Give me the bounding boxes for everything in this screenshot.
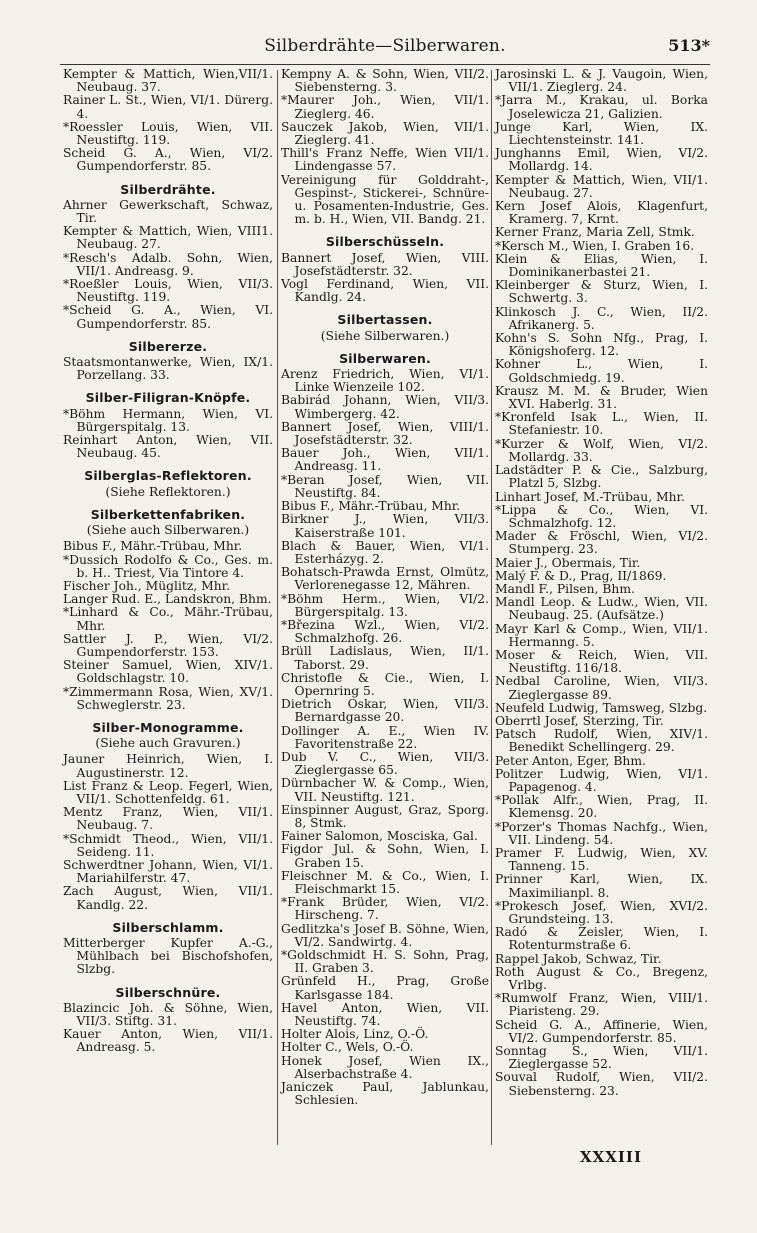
directory-entry: *Goldschmidt H. S. Sohn, Prag, II. Graben 3. [281,948,489,976]
directory-entry: *Böhm Herm., Wien, VI/2. Bürgerspitalg. 13. [281,591,489,619]
directory-entry: Thill's Franz Neffe, Wien VII/1. Lindengasse 57. [281,146,489,174]
directory-entry: *Jarra M., Krakau, ul. Borka Joselewicza 21, Galizien. [495,93,708,121]
directory-entry: Vogl Ferdinand, Wien, VII. Kandlg. 24. [281,277,489,305]
section-heading: Silberschnüre. [115,984,221,1000]
directory-entry: Rappel Jakob, Schwaz, Tir. [495,951,662,966]
directory-entry: Kleinberger & Sturz, Wien, I. Schwertg. 3. [495,278,708,306]
directory-entry: Mayr Karl & Comp., Wien, VII/1. Hermanng. 5. [495,621,708,649]
directory-entry: Jauner Heinrich, Wien, I. Augustinerstr. 12. [63,752,273,780]
directory-entry: *Resch's Adalb. Sohn, Wien, VII/1. Andreasg. 9. [63,250,273,278]
section-heading: Silbererze. [128,338,208,354]
directory-entry: Reinhart Anton, Wien, VII. Neubaug. 45. [63,433,273,461]
directory-entry: Peter Anton, Eger, Bhm. [495,753,646,768]
directory-entry: Kohner L., Wien, I. Goldschmiedg. 19. [495,357,708,385]
directory-entry: *Pollak Alfr., Wien, Prag, II. Klemensg. 20. [495,793,708,821]
header-rule [60,64,710,65]
directory-entry: Blazincic Joh. & Söhne, Wien, VII/3. Stiftg. 31. [63,1000,273,1028]
directory-entry: List Franz & Leop. Fegerl, Wien, VII/1. Schottenfeldg. 61. [63,778,273,806]
directory-entry: Honek Josef, Wien IX., Alserbachstraße 4. [281,1053,489,1081]
directory-entry: Nedbal Caroline, Wien, VII/3. Zieglergasse 89. [495,674,708,702]
directory-entry: Christofle & Cie., Wien, I. Opernring 5. [281,670,489,698]
directory-entry: *Dussich Rodolfo & Co., Ges. m. b. H.. Triest, Via Tintore 4. [63,552,273,580]
directory-entry: Mader & Fröschl, Wien, VI/2. Stumperg. 23. [495,529,708,557]
directory-entry: Dub V. C., Wien, VII/3. Zieglergasse 65. [281,749,489,778]
cross-reference-note: (Siehe auch Gravuren.) [95,736,241,751]
directory-entry: Figdor Jul. & Sohn, Wien, I. Graben 15. [281,842,489,870]
directory-column-1 [63,68,273,1055]
directory-entry: Kohn's S. Sohn Nfg., Prag, I. Königshoferg. 12. [495,331,708,359]
directory-entry: Scheid G. A., Affinerie, Wien, VI/2. Gumpendorferstr. 85. [495,1017,708,1045]
directory-entry: Havel Anton, Wien, VII. Neustiftg. 74. [281,1000,489,1029]
column-divider-2 [491,70,492,1145]
directory-entry: Bibus F., Mähr.-Trübau, Mhr. [63,539,243,554]
directory-entry: Langer Rud. E., Landskron, Bhm. [63,592,272,607]
directory-entry: Politzer Ludwig, Wien, VI/1. Papagenog. 4. [495,766,708,794]
directory-entry: Roth August & Co., Bregenz, Vrlbg. [495,964,708,993]
directory-entry: Radó & Zeisler, Wien, I. Rotenturmstraße 6. [495,925,708,953]
directory-entry: *Scheid G. A., Wien, VI. Gumpendorferstr. 85. [63,303,273,331]
directory-entry: *Prokesch Josef, Wien, XVI/2. Grundsteing. 13. [495,898,708,926]
directory-entry: Ladstädter P. & Cie., Salzburg, Platzl 5, Slzbg. [495,463,708,491]
directory-entry: *Roessler Louis, Wien, VII. Neustiftg. 119. [63,119,273,148]
directory-entry: Kempny A. & Sohn, Wien, VII/2. Siebensterng. 3. [281,67,489,95]
section-heading: Silberkettenfabriken. [90,506,246,522]
directory-entry: Mandl F., Pilsen, Bhm. [495,581,635,596]
directory-entry: Holter Alois, Linz, O.-Ö. [281,1027,429,1042]
directory-entry: Bannert Josef, Wien, VIII. Josefstädterstr. 32. [281,250,489,278]
directory-entry: Bibus F., Mähr.-Trübau, Mhr. [281,499,461,514]
directory-entry: Sonntag S., Wien, VII/1. Zieglergasse 52. [495,1044,708,1072]
page-header [60,36,710,60]
directory-entry: Dürnbacher W. & Comp., Wien, VII. Neustiftg. 121. [281,776,489,804]
section-heading: Silberdrähte. [120,181,216,197]
cross-reference-note: (Siehe auch Silberwaren.) [86,523,250,538]
directory-entry: Krausz M. M. & Bruder, Wien XVI. Haberlg. 31. [495,383,708,412]
directory-entry: Kempter & Mattich, Wien, VII/1. Neubaug. 27. [495,172,708,200]
directory-entry: Kauer Anton, Wien, VII/1. Andreasg. 5. [63,1027,273,1055]
directory-entry: Staatsmontanwerke, Wien, IX/1. Porzellang. 33. [63,355,273,383]
directory-entry: Schwerdtner Johann, Wien, VI/1. Mariahilferstr. 47. [63,857,273,886]
directory-entry: *Kurzer & Wolf, Wien, VI/2. Mollardg. 33. [495,436,708,464]
directory-entry: Bauer Joh., Wien, VII/1. Andreasg. 11. [281,446,489,474]
section-heading: Silber-Monogramme. [92,719,244,735]
directory-entry: *Schmidt Theod., Wien, VII/1. Seideng. 11. [63,831,273,859]
directory-entry: Bohatsch-Prawda Ernst, Olmütz, Verlorenegasse 12, Mähren. [281,565,489,593]
directory-entry: Arenz Friedrich, Wien, VI/1. Linke Wienzeile 102. [281,367,489,395]
directory-entry: Steiner Samuel, Wien, XIV/1. Goldschlagstr. 10. [63,658,273,686]
directory-entry: Mentz Franz, Wien, VII/1. Neubaug. 7. [63,805,273,833]
directory-entry: *Rumwolf Franz, Wien, VIII/1. Piaristeng. 29. [495,991,708,1019]
directory-entry: Dollinger A. E., Wien IV. Favoritenstraße 22. [281,723,489,751]
directory-entry: Ahrner Gewerkschaft, Schwaz, Tir. [63,197,273,226]
directory-entry: *Linhard & Co., Mähr.-Trübau, Mhr. [63,605,273,633]
directory-entry: *Porzer's Thomas Nachfg., Wien, VII. Lindeng. 54. [495,819,708,847]
page-number: 513* [668,36,710,55]
directory-entry: Kempter & Mattich, Wien, VIII1. Neubaug. 27. [63,224,273,252]
directory-entry: Moser & Reich, Wien, VII. Neustiftg. 116/18. [495,647,708,676]
directory-entry: *Kersch M., Wien, I. Graben 16. [495,238,695,253]
directory-entry: Neufeld Ludwig, Tamsweg, Slzbg. [495,700,708,715]
section-heading: Silber-Filigran-Knöpfe. [85,390,251,406]
directory-entry: Patsch Rudolf, Wien, XIV/1. Benedikt Schellingerg. 29. [495,727,708,755]
directory-entry: Holter C., Wels, O.-Ö. [281,1040,414,1055]
directory-entry: Fleischner M. & Co., Wien, I. Fleischmarkt 15. [281,868,489,896]
directory-entry: *Zimmermann Rosa, Wien, XV/1. Schweglerstr. 23. [63,684,273,712]
directory-entry: *Roeßler Louis, Wien, VII/3. Neustiftg. 119. [63,277,273,305]
directory-entry: Maier J., Obermais, Tir. [495,555,641,570]
running-title: Silberdrähte—Silberwaren. [264,36,506,56]
directory-entry: Babirád Johann, Wien, VII/3. Wimbergerg. 42. [281,393,489,421]
directory-entry: Rainer L. St., Wien, VI/1. Dürerg. 4. [63,93,273,121]
directory-entry: Janiczek Paul, Jablunkau, Schlesien. [281,1080,489,1108]
directory-entry: Gedlitzka's Josef B. Söhne, Wien, VI/2. Sandwirtg. 4. [281,921,489,949]
directory-entry: Fischer Joh., Müglitz, Mhr. [63,578,231,593]
directory-entry: Brüll Ladislaus, Wien, II/1. Taborst. 29. [281,644,489,672]
directory-entry: Klinkosch J. C., Wien, II/2. Afrikanerg. 5. [495,304,708,332]
directory-entry: Bannert Josef, Wien, VIII/1. Josefstädterstr. 32. [281,419,489,448]
directory-entry: Pramer F. Ludwig, Wien, XV. Tanneng. 15. [495,845,708,874]
directory-entry: *Kronfeld Isak L., Wien, II. Stefaniestr. 10. [495,410,708,438]
directory-entry: Kerner Franz, Maria Zell, Stmk. [495,225,695,240]
section-heading: Silberschüsseln. [325,234,445,250]
directory-entry: Einspinner August, Graz, Sporg. 8, Stmk. [281,802,489,830]
directory-entry: *Březina Wzl., Wien, VI/2. Schmalzhofg. 26. [281,617,489,646]
directory-entry: *Böhm Hermann, Wien, VI. Bürgerspitalg. 13. [63,406,273,434]
directory-entry: Kempter & Mattich, Wien,VII/1. Neubaug. 37. [63,67,273,95]
directory-entry: Mandl Leop. & Ludw., Wien, VII. Neubaug. 25. (Aufsätze.) [495,595,708,623]
section-heading: Silbertassen. [337,312,433,328]
directory-entry: *Maurer Joh., Wien, VII/1. Zieglerg. 46. [281,93,489,121]
section-heading: Silberwaren. [339,350,431,366]
cross-reference-note: (Siehe Reflektoren.) [105,484,231,499]
directory-entry: Linhart Josef, M.-Trübau, Mhr. [495,489,685,504]
directory-entry: Zach August, Wien, VII/1. Kandlg. 22. [63,884,273,912]
directory-entry: Souval Rudolf, Wien, VII/2. Siebensterng. 23. [495,1070,708,1098]
directory-entry: *Lippa & Co., Wien, VI. Schmalzhofg. 12. [495,502,708,530]
directory-entry: Vereinigung für Golddraht-, Gespinst-, Stickerei-, Schnüre- u. Posamenten-Industrie, Ges. m. b. H., Wien, VII. Bandg. 21. [281,172,489,227]
directory-entry: Klein & Elias, Wien, I. Dominikanerbastei 21. [495,251,708,280]
directory-entry: Grünfeld H., Prag, Große Karlsgasse 184. [281,974,489,1002]
directory-entry: Fainer Salomon, Mosciska, Gal. [281,829,478,844]
directory-entry: *Frank Brüder, Wien, VI/2. Hirscheng. 7. [281,895,489,923]
directory-entry: Sattler J. P., Wien, VI/2. Gumpendorferstr. 153. [63,631,273,659]
directory-entry: Blach & Bauer, Wien, VI/1. Esterházyg. 2. [281,538,489,566]
directory-entry: Prinner Karl, Wien, IX. Maximilianpl. 8. [495,872,708,900]
directory-entry: Jarosinski L. & J. Vaugoin, Wien, VII/1. Zieglerg. 24. [495,67,708,95]
directory-entry: Birkner J., Wien, VII/3. Kaiserstraße 101. [281,512,489,540]
directory-entry: Malý F. & D., Prag, II/1869. [495,568,667,583]
directory-entry: Dietrich Oskar, Wien, VII/3. Bernardgasse 20. [281,697,489,725]
directory-entry: Sauczek Jakob, Wien, VII/1. Zieglerg. 41. [281,119,489,148]
directory-entry: Junghanns Emil, Wien, VI/2. Mollardg. 14. [495,146,708,174]
directory-entry: Junge Karl, Wien, IX. Liechtensteinstr. 141. [495,119,708,148]
directory-entry: Mitterberger Kupfer A.-G., Mühlbach bei Bischofshofen, Slzbg. [63,935,273,977]
directory-entry: Oberrtl Josef, Sterzing, Tir. [495,713,664,728]
directory-column-2 [281,68,489,1107]
section-heading: Silberschlamm. [112,919,224,935]
section-heading: Silberglas-Reflektoren. [84,468,252,484]
cross-reference-note: (Siehe Silberwaren.) [320,328,450,343]
column-divider-1 [277,70,278,1145]
directory-entry: *Beran Josef, Wien, VII. Neustiftg. 84. [281,472,489,500]
printer-signature: XXXIII [580,1148,642,1166]
directory-column-3 [495,68,708,1098]
directory-entry: Scheid G. A., Wien, VI/2. Gumpendorferstr. 85. [63,146,273,174]
directory-entry: Kern Josef Alois, Klagenfurt, Kramerg. 7, Krnt. [495,199,708,227]
